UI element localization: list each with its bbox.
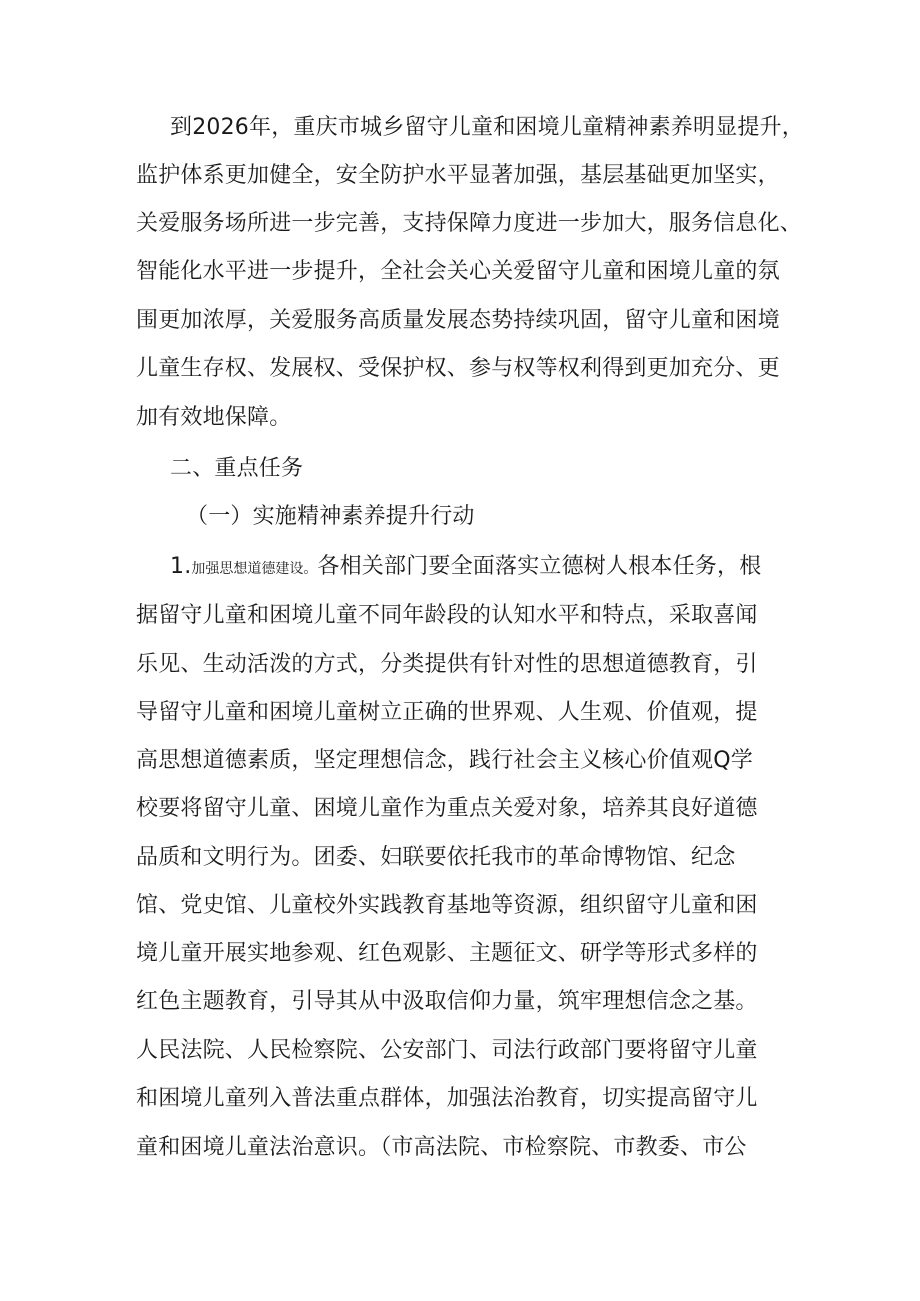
item1-line-2: 据留守儿童和困境儿童不同年龄段的认知水平和特点，采取喜闻 [136,603,758,628]
goal-line-5: 围更加浓厚，关爱服务高质量发展态势持续巩固，留守儿童和困境 [136,308,780,333]
item1-line-4: 导留守儿童和困境儿童树立正确的世界观、人生观、价值观，提 [136,700,758,725]
section-heading: 二、重点任务 [170,456,304,481]
goal-line-6: 儿童生存权、发展权、受保护权、参与权等权利得到更加充分、更 [136,356,780,381]
item1-line-10: 红色主题教育，引导其从中汲取信仰力量，筑牢理想信念之基。 [136,989,758,1014]
item1-first-line [170,552,761,584]
item1-line-6: 校要将留守儿童、困境儿童作为重点关爱对象，培养其良好道德 [136,796,758,821]
item1-number: 1. [170,554,192,579]
goal-line-7: 加有效地保障。 [136,405,292,430]
item1-line-12: 和困境儿童列入普法重点群体，加强法治教育，切实提高留守儿 [136,1086,758,1111]
item1-lead: 加强思想道德建设。 [191,561,318,577]
item1-line-9: 境儿童开展实地参观、红色观影、主题征文、研学等形式多样的 [136,941,758,966]
goal-line-1: 到2026年，重庆市城乡留守儿童和困境儿童精神素养明显提升， [170,115,804,140]
goal-line-4: 智能化水平进一步提升，全社会关心关爱留守儿童和困境儿童的氛 [136,259,780,284]
item1-first-line-rest: 各相关部门要全面落实立德树人根本任务，根 [317,554,762,579]
subsection-heading: （一）实施精神素养提升行动 [186,504,475,529]
item1-line-8: 馆、党史馆、儿童校外实践教育基地等资源，组织留守儿童和困 [136,893,758,918]
item1-line-11: 人民法院、人民检察院、公安部门、司法行政部门要将留守儿童 [136,1038,758,1063]
item1-line-13: 童和困境儿童法治意识。（市高法院、市检察院、市教委、市公 [136,1135,747,1160]
item1-line-3: 乐见、生动活泼的方式，分类提供有针对性的思想道德教育，引 [136,652,758,677]
item1-line-7: 品质和文明行为。团委、妇联要依托我市的革命博物馆、纪念 [136,845,736,870]
item1-line-5: 高思想道德素质，坚定理想信念，践行社会主义核心价值观Q学 [136,748,753,773]
goal-line-2: 监护体系更加健全，安全防护水平显著加强，基层基础更加坚实， [136,163,780,188]
goal-line-3: 关爱服务场所进一步完善，支持保障力度进一步加大，服务信息化、 [136,211,803,236]
